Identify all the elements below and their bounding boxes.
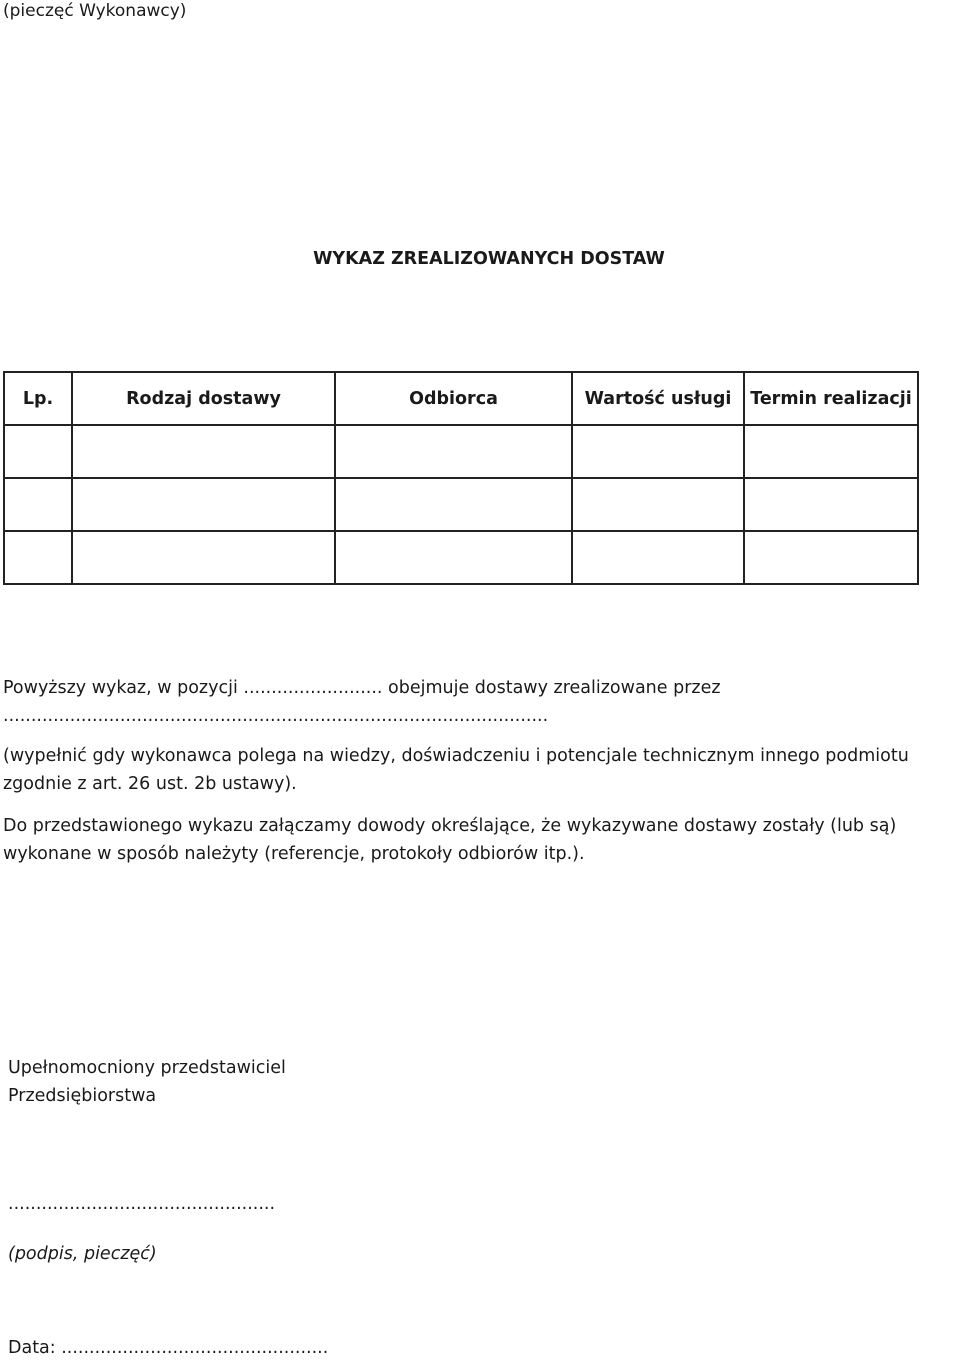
table-cell [72,531,335,584]
table-cell [4,478,72,531]
column-header-delivery-type: Rodzaj dostawy [72,372,335,425]
table-cell [572,531,744,584]
table-cell [572,478,744,531]
stamp-label: (pieczęć Wykonawcy) [3,1,187,21]
table-row [4,531,918,584]
reliance-note-line: (wypełnić gdy wykonawca polega na wiedzy, doświadczeniu i potencjale technicznym innego podmiotu [3,746,909,766]
table-cell [335,425,572,478]
signature-blank: ................................................ [8,1194,276,1214]
column-header-lp: Lp. [4,372,72,425]
table-cell [4,425,72,478]
deliveries-table [3,371,919,585]
table-cell [335,531,572,584]
reliance-note-paragraph [3,742,909,798]
attachment-note-line: wykonane w sposób należyty (referencje, protokoły odbiorów itp.). [3,844,585,864]
position-note-line: Powyższy wykaz, w pozycji ......................... obejmuje dostawy zrealizowane przez [3,678,721,698]
table-cell [335,478,572,531]
table-cell [744,531,918,584]
table-row [4,425,918,478]
column-header-recipient: Odbiorca [335,372,572,425]
document-title: WYKAZ ZREALIZOWANYCH DOSTAW [313,249,665,269]
table-header-row [4,372,918,425]
table-cell [744,425,918,478]
table-cell [744,478,918,531]
reliance-note-line: zgodnie z art. 26 ust. 2b ustawy). [3,774,297,794]
signatory-title [8,1054,286,1110]
entity-name-blank: .................................................................................................. [3,706,549,726]
attachment-note-paragraph [3,812,896,868]
signatory-title-line: Przedsiębiorstwa [8,1086,157,1106]
table-cell [572,425,744,478]
table-cell [72,425,335,478]
attachment-note-line: Do przedstawionego wykazu załączamy dowody określające, że wykazywane dostawy zostały (lub są) [3,816,897,836]
signatory-title-line: Upełnomocniony przedstawiciel [8,1058,286,1078]
table-row [4,478,918,531]
table-cell [72,478,335,531]
signature-caption: (podpis, pieczęć) [8,1244,157,1264]
column-header-completion-date: Termin realizacji [744,372,918,425]
column-header-service-value: Wartość usługi [572,372,744,425]
position-note-paragraph [3,674,721,730]
date-field: Data: ................................................ [8,1338,329,1358]
table-cell [4,531,72,584]
